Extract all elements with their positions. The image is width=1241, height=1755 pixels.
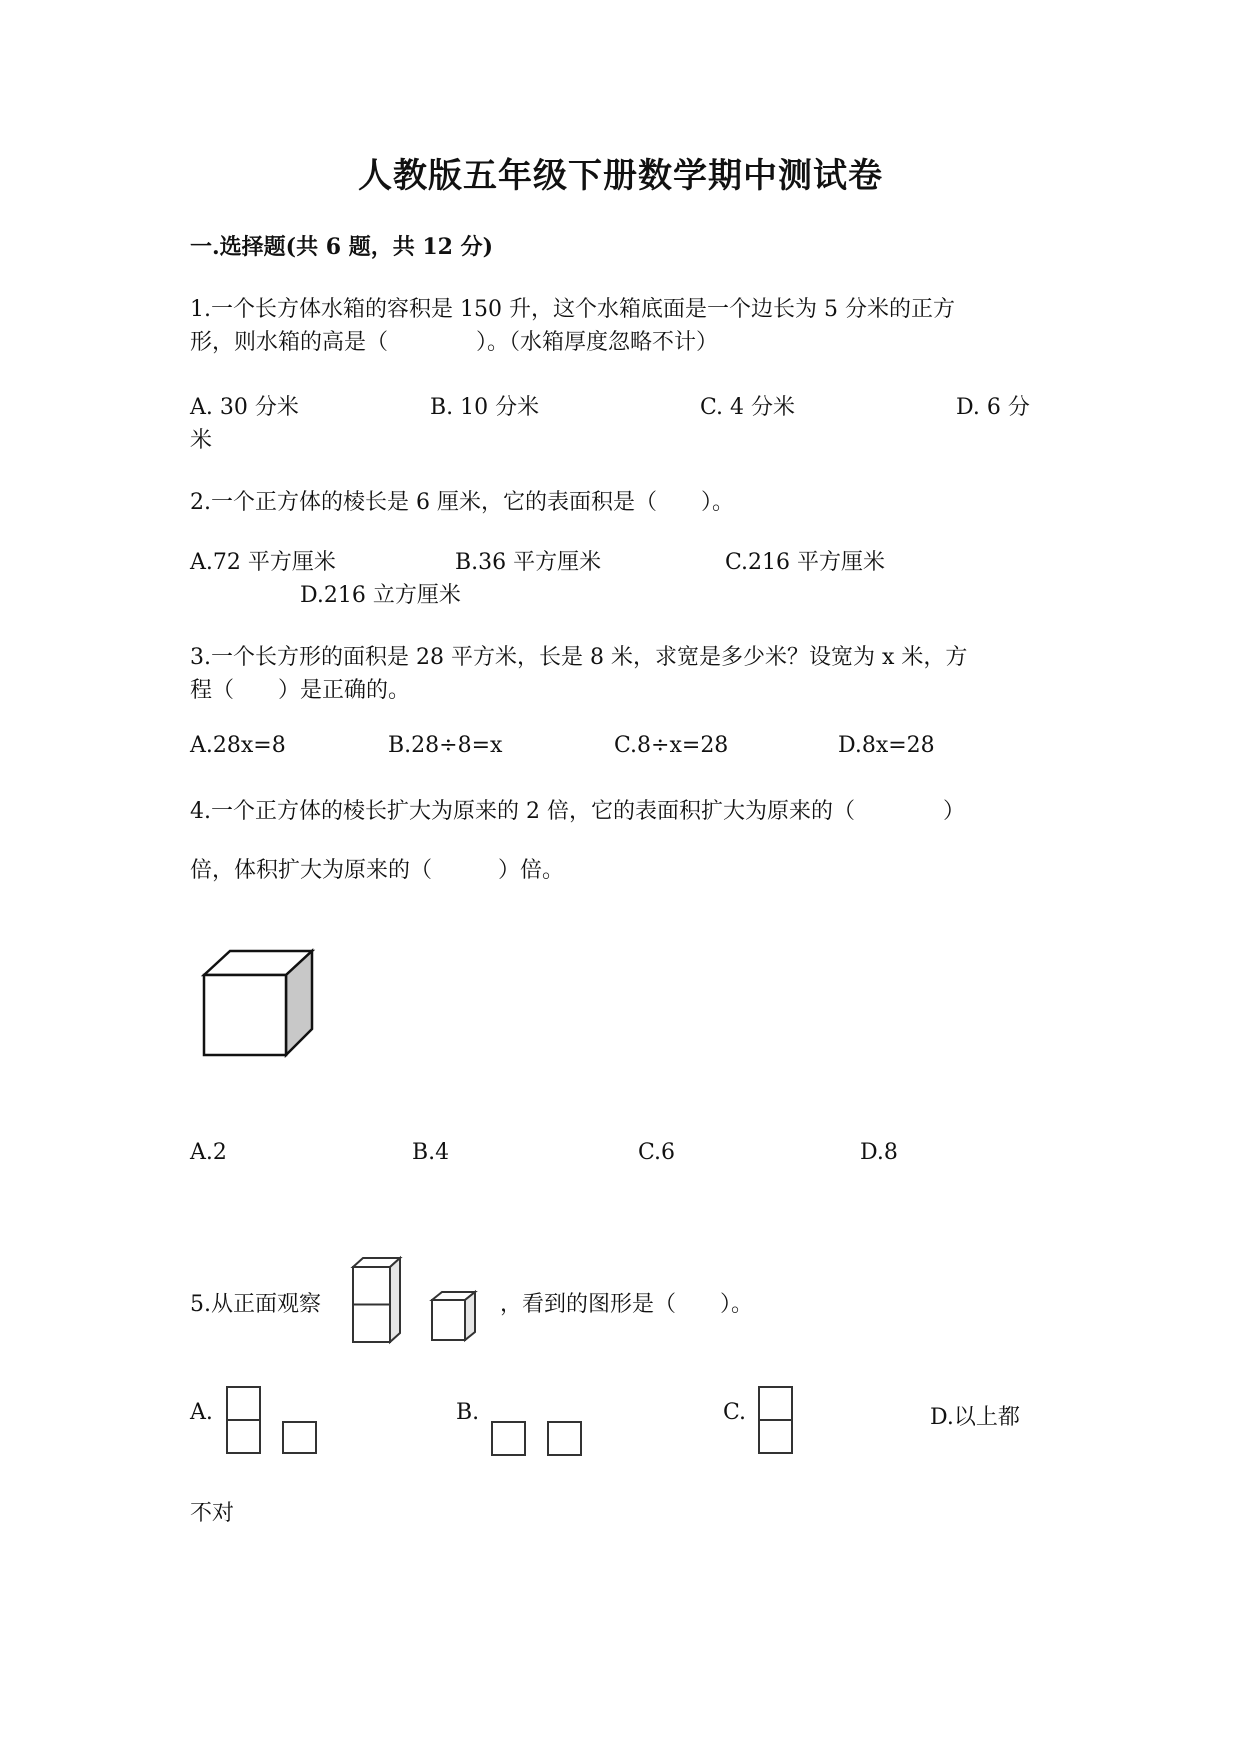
q2-option-b: B.36 平方厘米 [455, 550, 602, 575]
q1-stem-line2: 形，则水箱的高是（ ）。（水箱厚度忽略不计） [190, 330, 719, 355]
q2-option-c: C.216 平方厘米 [725, 550, 886, 575]
small-cube-side-face [465, 1292, 475, 1340]
option-a-upper-square [227, 1387, 260, 1420]
q5-stem-prefix: 5.从正面观察 [190, 1292, 321, 1317]
option-b-left-square [492, 1422, 525, 1455]
q1-option-a: A. 30 分米 [190, 395, 299, 420]
cube-figure [200, 945, 320, 1065]
q4-option-d: D.8 [860, 1140, 898, 1165]
q5-option-b-figure [490, 1420, 590, 1465]
q4-stem-line2: 倍，体积扩大为原来的（ ）倍。 [190, 858, 565, 883]
q5-option-b: B. [456, 1400, 480, 1425]
q2-option-d: D.216 立方厘米 [300, 583, 461, 608]
q5-stem-suffix: ，看到的图形是（ ）。 [500, 1292, 754, 1317]
stack-side-face [390, 1258, 400, 1342]
q4-option-b: B.4 [412, 1140, 450, 1165]
q3-stem-line1: 3.一个长方形的面积是 28 平方米，长是 8 米，求宽是多少米？设宽为 x 米，方 [190, 645, 968, 670]
option-a-right-square [283, 1422, 316, 1453]
stacked-cubes-figure [350, 1255, 500, 1350]
q4-option-c: C.6 [638, 1140, 676, 1165]
q3-option-a: A.28x=8 [190, 733, 286, 758]
q5-option-a: A. [190, 1400, 213, 1425]
q5-option-d-continuation: 不对 [190, 1501, 235, 1526]
q4-option-a: A.2 [190, 1140, 227, 1165]
q5-option-c: C. [723, 1400, 747, 1425]
q5-option-a-figure [225, 1385, 325, 1460]
stack-lower-front [353, 1305, 390, 1343]
option-a-lower-square [227, 1420, 260, 1453]
q3-option-d: D.8x=28 [838, 733, 935, 758]
option-c-upper-square [759, 1387, 792, 1420]
q1-option-b: B. 10 分米 [430, 395, 540, 420]
q3-stem-line2: 程（ ）是正确的。 [190, 678, 411, 703]
q2-option-a: A.72 平方厘米 [190, 550, 336, 575]
cube-front-face [204, 975, 286, 1055]
q1-option-c: C. 4 分米 [700, 395, 796, 420]
q3-option-c: C.8÷x=28 [614, 733, 729, 758]
q5-option-c-figure [757, 1385, 802, 1460]
document-title: 人教版五年级下册数学期中测试卷 [358, 156, 883, 196]
q1-option-d: D. 6 分 [956, 395, 1030, 420]
q1-stem-line1: 1.一个长方体水箱的容积是 150 升，这个水箱底面是一个边长为 5 分米的正方 [190, 297, 955, 322]
section-heading: 一.选择题(共 6 题，共 12 分) [190, 234, 494, 260]
q1-option-d-continuation: 米 [190, 428, 213, 453]
q4-stem-line1: 4.一个正方体的棱长扩大为原来的 2 倍，它的表面积扩大为原来的（ ） [190, 799, 965, 824]
stack-upper-front [353, 1267, 390, 1305]
option-b-right-square [548, 1422, 581, 1455]
option-c-lower-square [759, 1420, 792, 1453]
small-cube-front-face [432, 1300, 465, 1340]
q2-stem: 2.一个正方体的棱长是 6 厘米，它的表面积是（ ）。 [190, 490, 734, 515]
q5-option-d: D.以上都 [930, 1405, 1020, 1430]
q3-option-b: B.28÷8=x [388, 733, 503, 758]
